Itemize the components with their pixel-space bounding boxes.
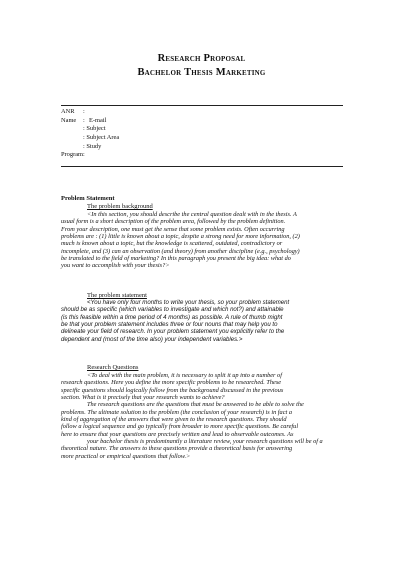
anr-row: [61, 108, 119, 117]
program-row: [61, 151, 119, 160]
text-line: <You have only four months to write your thesis, so your problem statement: [87, 300, 290, 306]
document-title: Research Proposal: [157, 53, 246, 64]
text-line: The research questions are the questions that must be answered to be able to solve the: [87, 401, 304, 409]
subject-label: : Subject: [83, 125, 106, 133]
text-line: <In this section, you should describe the central question dealt with in the thesis. A: [87, 211, 297, 218]
study-label: : Study: [83, 142, 102, 150]
text-line: you want to accomplish with your thesis?>: [61, 262, 170, 270]
problem-background-heading: The problem background: [87, 203, 153, 210]
anr-colon: :: [83, 108, 85, 115]
problem-background-text: [61, 211, 300, 270]
program-colon: :: [83, 151, 85, 159]
text-line: here to ensure that your questions are precisely written and lead to observable outcomes. As: [61, 430, 294, 438]
text-line: problems are : (1) little is known about a topic, despite a strong need for more information, (2): [61, 233, 300, 241]
text-line: usual form is a short description of the problem area, followed by the problem definition.: [61, 218, 286, 226]
text-line: dependent and (most of the time also) your independent variables.>: [61, 336, 243, 343]
text-line: follow a logical sequence and go typically from broader to more specific questions. Be careful: [61, 423, 299, 431]
text-line: kind of aggregation of the answers that were given to the research questions. They should: [61, 416, 287, 424]
text-line: section. What is it precisely that your research wants to achieve?: [61, 394, 225, 402]
top-rule: [61, 105, 343, 106]
problem-statement-heading: Problem Statement: [61, 195, 115, 202]
text-line: research questions. Here you define the more specific problems to be researched. These: [61, 379, 282, 387]
text-line: <To deal with the main problem, it is necessary to split it up into a number of: [87, 372, 282, 379]
email-label: E-mail: [89, 116, 107, 124]
subject-area-row: [61, 134, 119, 143]
document-subtitle: Bachelor Thesis Marketing: [137, 67, 266, 78]
student-info: [61, 108, 119, 160]
study-row: [61, 143, 119, 152]
text-line: specific questions should logically follow from the background discussed in the previous: [61, 386, 284, 394]
text-line: more practical or empirical questions that follow.>: [61, 452, 191, 460]
name-colon: :: [83, 116, 85, 124]
problem-statement-text: [61, 300, 290, 344]
text-line: problems. The ultimate solution to the problem (the conclusion of your research) is in fact a: [61, 408, 292, 416]
text-line: be translated to the field of marketing? In this paragraph you present the big idea: what do: [61, 255, 291, 263]
research-questions-heading: Research Questions: [87, 364, 139, 371]
subject-area-label: : Subject Area: [83, 134, 120, 142]
name-label: Name: [61, 116, 77, 124]
text-line: much is known about a topic, but the knowledge is scattered, outdated, contradictory or: [61, 240, 283, 248]
text-line: theoretical nature. The answers to these questions provide a theoretical basis for answering: [61, 445, 293, 453]
subject-row: [61, 125, 119, 134]
problem-statement-subheading: The problem statement: [87, 292, 147, 299]
anr-label: ANR: [61, 108, 75, 115]
text-line: be that your problem statement includes three or four nouns that may help you to: [61, 322, 278, 329]
program-label: Program: [61, 151, 84, 159]
text-line: should be as specific (which variables to investigate and which not?) and attainable: [61, 307, 284, 314]
text-line: From your description, one must get the sense that some problem exists. Often occurring: [61, 225, 285, 233]
name-row: [61, 117, 119, 126]
research-questions-text: [61, 372, 323, 460]
text-line: incomplete, and (3) can an observation (and theory) from another discipline (e.g., psychology): [61, 247, 300, 255]
text-line: delineate your field of research. In your problem statement you explicitly refer to the: [61, 329, 285, 336]
text-line: your bachelor thesis is predominantly a literature review, your research questions will be of a: [87, 438, 323, 446]
text-line: (is this feasible within a time period of 4 months) as possible. A rule of thumb might: [61, 314, 283, 321]
bottom-rule: [61, 166, 343, 167]
